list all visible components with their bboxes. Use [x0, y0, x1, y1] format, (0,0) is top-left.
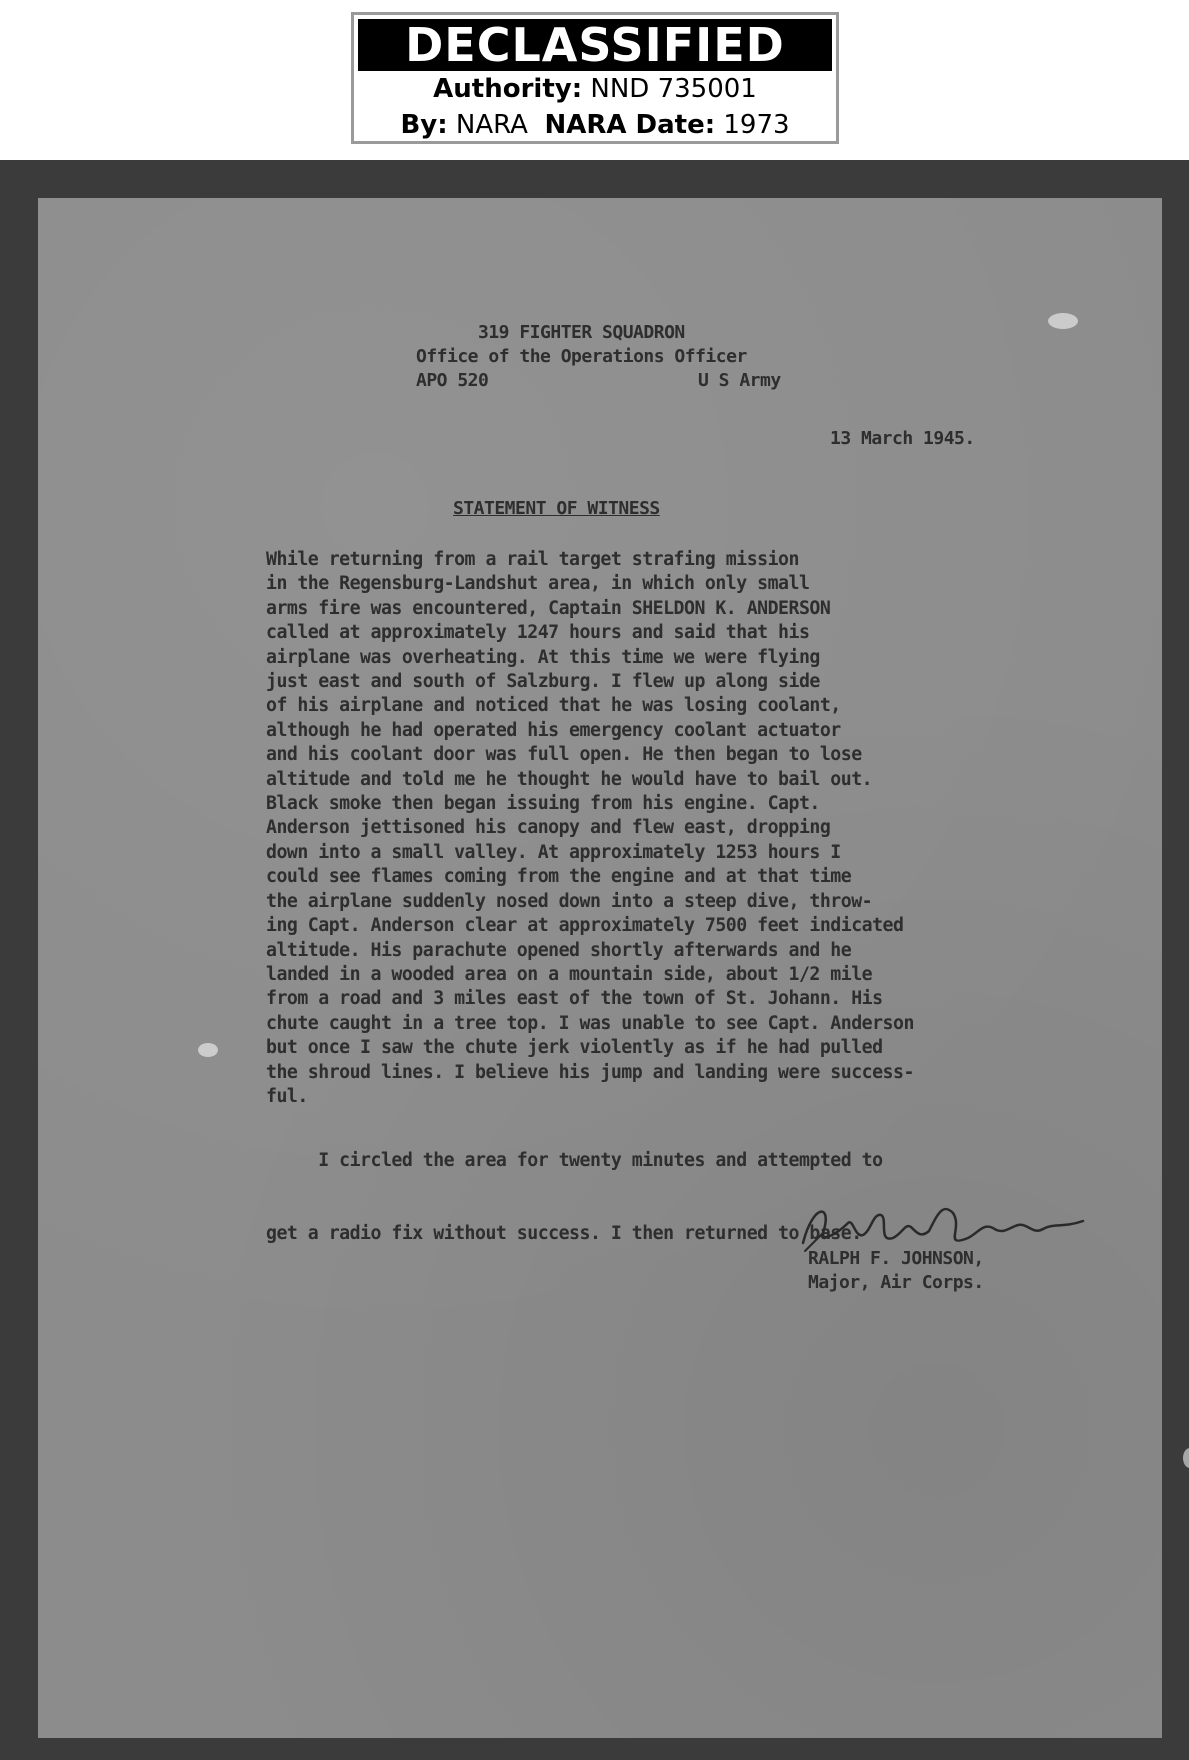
- scan-speck: [1183, 1448, 1189, 1468]
- body-line: ful.: [266, 1085, 308, 1107]
- body-line: could see flames coming from the engine and at that time: [266, 866, 852, 888]
- body-line: down into a small valley. At approximately 1253 hours I: [266, 841, 841, 863]
- authority-value: NND 735001: [590, 74, 757, 104]
- body-line: of his airplane and noticed that he was losing coolant,: [266, 695, 841, 717]
- statement-body: [266, 548, 1046, 1109]
- stamp-title: DECLASSIFIED: [358, 19, 832, 71]
- signer-rank: Major, Air Corps.: [808, 1272, 984, 1293]
- by-value: NARA: [455, 110, 528, 140]
- body-line: just east and south of Salzburg. I flew up along side: [266, 671, 820, 693]
- body-line: ing Capt. Anderson clear at approximately 7500 feet indicated: [266, 915, 904, 937]
- closing-line: get a radio fix without success. I then returned to base.: [266, 1223, 862, 1245]
- authority-label: Authority:: [433, 74, 583, 104]
- body-line: While returning from a rail target strafing mission: [266, 549, 799, 570]
- scan-speck: [1048, 313, 1078, 329]
- scan-speck: [198, 1043, 218, 1057]
- by-label: By:: [400, 110, 448, 140]
- army-heading: U S Army: [698, 370, 781, 391]
- document-paper: [38, 198, 1162, 1738]
- body-line: the shroud lines. I believe his jump and landing were success-: [266, 1061, 914, 1083]
- body-line: altitude. His parachute opened shortly afterwards and he: [266, 939, 852, 961]
- body-line: arms fire was encountered, Captain SHELDON K. ANDERSON: [266, 597, 831, 619]
- body-line: landed in a wooded area on a mountain side, about 1/2 mile: [266, 963, 873, 985]
- body-line: and his coolant door was full open. He then began to lose: [266, 744, 862, 766]
- scanned-page: [0, 160, 1189, 1760]
- body-line: chute caught in a tree top. I was unable to see Capt. Anderson: [266, 1012, 914, 1034]
- office-heading: Office of the Operations Officer: [416, 346, 747, 367]
- body-line: Anderson jettisoned his canopy and flew east, dropping: [266, 817, 831, 839]
- body-line: Black smoke then began issuing from his engine. Capt.: [266, 793, 820, 815]
- body-line: called at approximately 1247 hours and said that his: [266, 622, 810, 644]
- body-line: but once I saw the chute jerk violently as if he had pulled: [266, 1037, 883, 1059]
- stamp-authority: [354, 71, 836, 107]
- body-line: in the Regensburg-Landshut area, in which only small: [266, 573, 810, 595]
- body-line: although he had operated his emergency coolant actuator: [266, 719, 841, 741]
- body-line: from a road and 3 miles east of the town of St. Johann. His: [266, 988, 883, 1010]
- nara-date-value: 1973: [723, 110, 790, 140]
- nara-date-label: NARA Date:: [544, 110, 716, 140]
- body-line: altitude and told me he thought he would have to bail out.: [266, 768, 873, 790]
- apo-heading: APO 520: [416, 370, 489, 391]
- body-line: the airplane suddenly nosed down into a steep dive, throw-: [266, 890, 873, 912]
- closing-line: I circled the area for twenty minutes and attempted to: [266, 1149, 883, 1171]
- declassified-stamp: [351, 12, 839, 144]
- document-title: STATEMENT OF WITNESS: [453, 498, 660, 519]
- document-date: 13 March 1945.: [830, 428, 975, 449]
- stamp-by-date: [354, 107, 836, 143]
- statement-closing: [266, 1100, 883, 1295]
- body-line: airplane was overheating. At this time we were flying: [266, 646, 820, 668]
- unit-heading: 319 FIGHTER SQUADRON: [478, 322, 685, 343]
- signer-name: RALPH F. JOHNSON,: [808, 1248, 984, 1269]
